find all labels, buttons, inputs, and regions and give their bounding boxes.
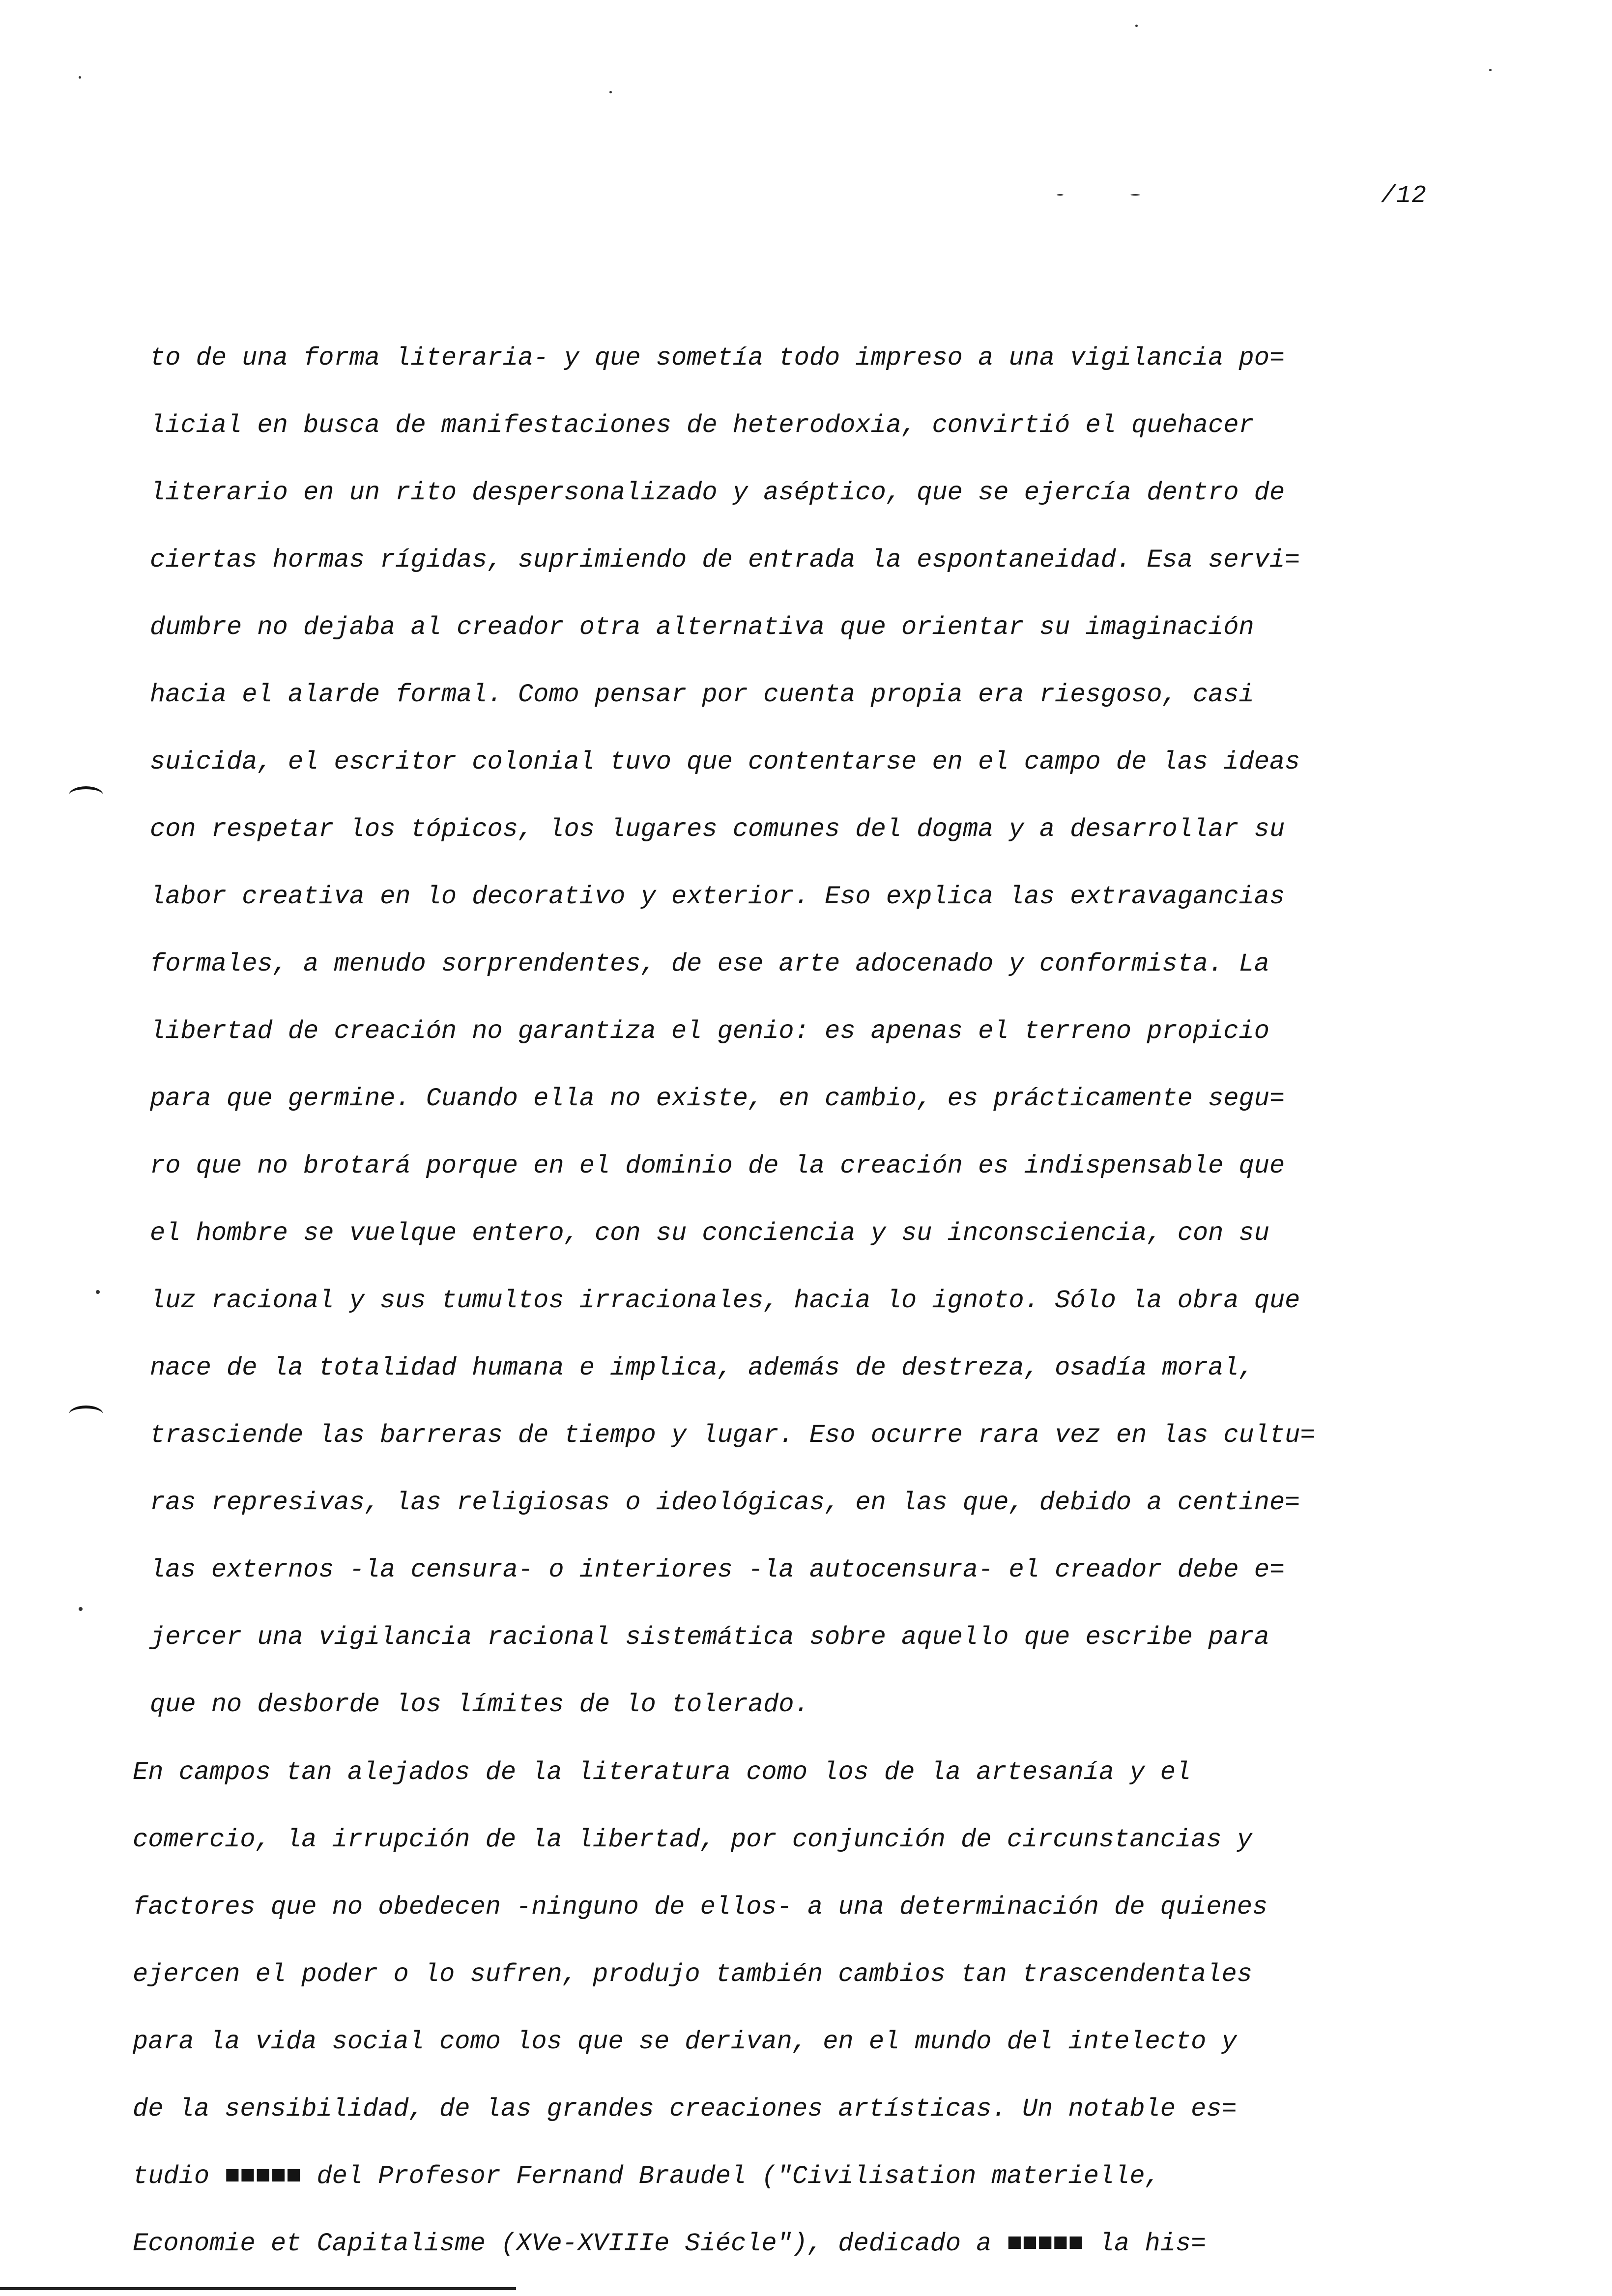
text-line: labor creativa en lo decorativo y exterior. Eso explica las extravagancias [150, 882, 1285, 911]
bottom-rule [0, 2287, 516, 2290]
scan-speck [96, 1290, 100, 1294]
text-line: En campos tan alejados de la literatura como los de la artesanía y el [133, 1758, 1191, 1787]
text-line: Economie et Capitalisme (XVe-XVIIIe Siécle"), dedicado a ■■■■■ la his= [133, 2229, 1207, 2258]
scan-speck [1057, 194, 1064, 196]
text-line: que no desborde los límites de lo tolerado. [150, 1690, 809, 1719]
text-line: to de una forma literaria- y que sometía todo impreso a una vigilancia po= [150, 344, 1285, 373]
text-line: suicida, el escritor colonial tuvo que contentarse en el campo de las ideas [150, 747, 1300, 776]
margin-mark [69, 1406, 103, 1423]
text-line: trasciende las barreras de tiempo y lugar. Eso ocurre rara vez en las cultu= [150, 1421, 1316, 1450]
scan-speck [1489, 69, 1492, 71]
text-line: literario en un rito despersonalizado y aséptico, que se ejercía dentro de [150, 478, 1285, 507]
text-line: tudio ■■■■■ del Profesor Fernand Braudel ("Civilisation materielle, [133, 2162, 1160, 2191]
paragraph-1 [150, 324, 1457, 1738]
text-line: licial en busca de manifestaciones de heterodoxia, convirtió el quehacer [150, 411, 1254, 440]
page-number: /12 [1381, 182, 1427, 210]
scan-speck [79, 1607, 83, 1611]
paragraph-2 [133, 1739, 1460, 2277]
text-line: nace de la totalidad humana e implica, además de destreza, osadía moral, [150, 1353, 1254, 1382]
text-line: ras represivas, las religiosas o ideológicas, en las que, debido a centine= [150, 1488, 1300, 1517]
text-line: formales, a menudo sorprendentes, de ese arte adocenado y conformista. La [150, 949, 1269, 978]
text-line: ro que no brotará porque en el dominio de la creación es indispensable que [150, 1151, 1285, 1180]
text-line: ciertas hormas rígidas, suprimiendo de entrada la espontaneidad. Esa servi= [150, 545, 1300, 574]
text-line: dumbre no dejaba al creador otra alternativa que orientar su imaginación [150, 613, 1254, 642]
text-line: hacia el alarde formal. Como pensar por cuenta propia era riesgoso, casi [150, 680, 1254, 709]
text-line: para que germine. Cuando ella no existe, en cambio, es prácticamente segu= [150, 1084, 1285, 1113]
text-line: jercer una vigilancia racional sistemática sobre aquello que escribe para [150, 1623, 1269, 1652]
text-line: con respetar los tópicos, los lugares comunes del dogma y a desarrollar su [150, 815, 1285, 844]
margin-mark [69, 786, 103, 804]
text-line: ejercen el poder o lo sufren, produjo también cambios tan trascendentales [133, 1960, 1252, 1989]
scan-speck [79, 76, 81, 79]
text-line: las externos -la censura- o interiores -la autocensura- el creador debe e= [150, 1555, 1285, 1584]
scan-speck [609, 91, 612, 93]
text-line: comercio, la irrupción de la libertad, por conjunción de circunstancias y [133, 1825, 1252, 1854]
text-line: de la sensibilidad, de las grandes creaciones artísticas. Un notable es= [133, 2095, 1237, 2124]
text-line: para la vida social como los que se derivan, en el mundo del intelecto y [133, 2027, 1237, 2056]
scan-speck [1130, 194, 1140, 196]
text-line: libertad de creación no garantiza el genio: es apenas el terreno propicio [150, 1017, 1269, 1046]
scan-speck [1135, 25, 1138, 27]
text-line: luz racional y sus tumultos irracionales, hacia lo ignoto. Sólo la obra que [150, 1286, 1300, 1315]
text-line: factores que no obedecen -ninguno de ellos- a una determinación de quienes [133, 1893, 1268, 1922]
text-line: el hombre se vuelque entero, con su conciencia y su inconsciencia, con su [150, 1219, 1269, 1248]
